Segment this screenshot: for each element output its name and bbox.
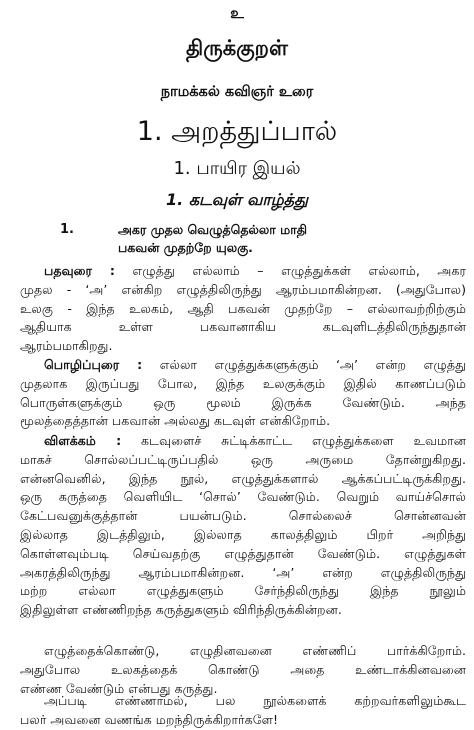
pozhippurai-label: பொழிப்புரை : bbox=[44, 357, 143, 372]
paragraph-line: பலர் அவனை வணங்க மறந்திருக்கிறார்களே! bbox=[20, 711, 279, 727]
closing-paragraph-1 bbox=[20, 642, 466, 698]
verse-line-2: பகவன் முதற்றே யுலகு. bbox=[118, 240, 253, 255]
paragraph-line: மூலத்தைத்தான் பகவான் அல்லது கடவுள் என்கிறோம். bbox=[20, 413, 331, 429]
paragraph-line: என்னவெனில், இந்த நூல், எழுத்துக்களால் ஆக்கப்பட்டிருக்கிறது. bbox=[20, 470, 466, 486]
paragraph-line bbox=[20, 432, 466, 451]
book-title: திருக்குறள் bbox=[186, 36, 288, 60]
paragraph-line: ஆதியாக உள்ள பகவானாகிய கடவுளிடத்திலிருந்துதான் bbox=[20, 319, 466, 335]
chapter-title: 1. பாயிர இயல் bbox=[173, 158, 301, 179]
paragraph-line: எண்ண வேண்டும் என்பது கருத்து. bbox=[20, 680, 218, 696]
paragraph-line: உலகு - இந்த உலகம், ஆதி பகவன் முதற்றே – எல்லாவற்றிற்கும் bbox=[20, 300, 466, 316]
paragraph-line: ஒரு கருத்தை வெளியிட ‘சொல்’ வேண்டும். வெறும் வாய்ச்சொல் bbox=[20, 489, 466, 505]
section-title: 1. அறத்துப்பால் bbox=[136, 116, 338, 147]
commentary-title: நாமக்கல் கவிஞர் உரை bbox=[160, 84, 314, 100]
vilakkam-label: விளக்கம் : bbox=[44, 433, 122, 448]
paragraph-line bbox=[20, 356, 466, 375]
paragraph-line: அப்படி எண்ணாமல், பல நூல்களைக் கற்றவர்களிலும்கூட bbox=[44, 693, 466, 708]
pozhippurai-paragraph bbox=[20, 356, 466, 431]
paragraph-line: அதுபோல உலகத்தைக் கொண்டு அதை உண்டாக்கினவனை bbox=[20, 661, 466, 677]
paragraph-line: அகரத்திலிருந்து ஆரம்பமாகின்றன. ‘அ’ என்ற எழுத்திலிருந்து bbox=[20, 564, 466, 580]
paragraph-text: எல்லா எழுத்துக்களுக்கும் ‘அ’ என்ற எழுத்து bbox=[159, 357, 466, 372]
patha-urai-paragraph bbox=[20, 262, 466, 356]
paragraph-text: கடவுளைச் சுட்டிக்காட்ட எழுத்துக்களை உவமான bbox=[140, 433, 466, 448]
paragraph-text: எழுத்து எல்லாம் – எழுத்துக்கள் எல்லாம், அகர bbox=[132, 263, 466, 278]
paragraph-line: எழுத்தைக்கொண்டு, எழுதினவனை எண்ணிப் பார்க்கிறோம். bbox=[44, 643, 466, 658]
paragraph-line: பொருள்களுக்கும் ஒரு மூலம் இருக்க வேண்டும். அந்த bbox=[20, 394, 466, 410]
closing-paragraph-2 bbox=[20, 692, 466, 730]
paragraph-line: மாகச் சொல்லப்பட்டிருப்பதில் ஒரு அருமை தோன்றுகிறது. bbox=[20, 451, 466, 467]
pillaiyar-suzhi-ornament: உ bbox=[230, 4, 244, 22]
paragraph-line: கொள்ளவும்படி செய்வதற்கு எழுத்துதான் வேண்டும். எழுத்துகள் bbox=[20, 545, 466, 561]
verse-line-1: அகர முதல வெழுத்தெல்லா மாதி bbox=[118, 222, 307, 237]
adhigaram-title: 1. கடவுள் வாழ்த்து bbox=[166, 190, 308, 209]
paragraph-line: கேட்பவனுக்குத்தான் பயன்படும். சொல்லைச் சொன்னவன் bbox=[20, 508, 466, 524]
paragraph-line: மற்ற எல்லா எழுத்துகளும் சேர்ந்திலிருந்து இந்த நூலும் bbox=[20, 583, 466, 599]
paragraph-line: ஆரம்பமாகிறது. bbox=[20, 338, 113, 354]
vilakkam-paragraph bbox=[20, 432, 466, 620]
paragraph-line: இல்லாத இடத்திலும், இல்லாத காலத்திலும் பிறர் அறிந்து bbox=[20, 526, 466, 542]
paragraph-line: இதிலுள்ள எண்ணிறந்த கருத்துகளும் விரிந்திருக்கின்றன. bbox=[20, 602, 342, 618]
paragraph-line bbox=[20, 262, 466, 281]
paragraph-line: முதல - ‘அ’ என்கிற எழுத்திலிருந்து ஆரம்பமாகின்றன. (அதுபோல) bbox=[20, 281, 466, 297]
verse-number: 1. bbox=[60, 222, 74, 237]
patha-urai-label: பதவுரை : bbox=[44, 263, 115, 278]
paragraph-line: முதலாக இருப்பது போல, இந்த உலகுக்கும் இதில் காணப்படும் bbox=[20, 375, 466, 391]
